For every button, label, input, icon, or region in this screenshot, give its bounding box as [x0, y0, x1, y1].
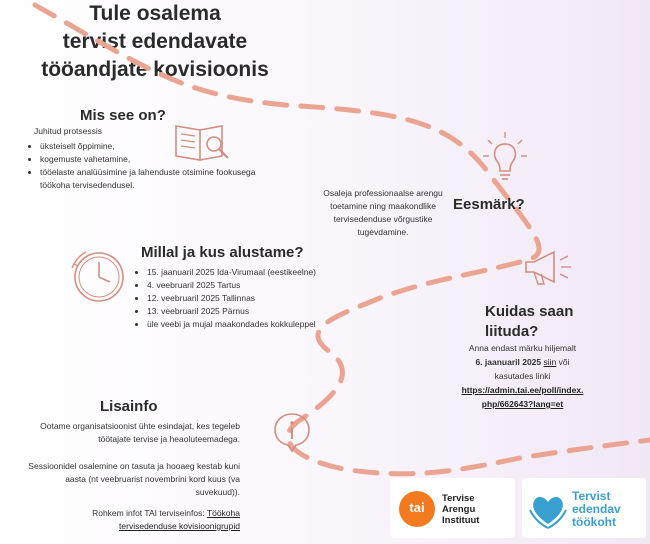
millal-list — [133, 266, 322, 331]
tt-logo-text: Tervist edendav töökoht — [572, 489, 621, 529]
tai-logo: tai Tervise Arengu Instituut — [390, 478, 515, 538]
millal-heading: Millal ja kus alustame? — [141, 244, 304, 261]
list-item: • 12. veebruaril 2025 Tallinnas — [147, 292, 322, 305]
page-title: Tule osalema tervist edendavate tööandjate kovisioonis — [41, 2, 269, 81]
list-item: • üle veebi ja mujal maakondades kokkuleppel — [147, 318, 322, 331]
lisainfo-heading: Lisainfo — [100, 398, 158, 415]
tai-logo-text: Tervise Arengu Instituut — [442, 493, 480, 526]
eesmark-text: Osaleja professionaalse arengu toetamine ning maakondlike tervisedenduse võrgustike tugevdamine. — [323, 188, 443, 237]
book-magnifier-icon — [172, 118, 232, 166]
info-icon — [270, 410, 314, 454]
list-item: • 15. jaanuaril 2025 Ida-Virumaal (eestikeelne) — [147, 266, 322, 279]
list-item: • 13. veebruaril 2025 Pärnus — [147, 305, 322, 318]
heart-hands-icon — [528, 488, 568, 530]
mis-intro: Juhitud protsessis — [34, 126, 103, 136]
mis-heading: Mis see on? — [80, 107, 166, 124]
kuidas-heading: Kuidas saan liituda? — [485, 303, 574, 340]
megaphone-icon — [520, 244, 576, 290]
kovisioon-info-link[interactable]: Töökoha tervisedenduse kovisioonigrupid — [119, 508, 240, 531]
list-item: • tööelaste analüüsimine ja lahenduste otsimine fookusega töökoha tervisedendusel. — [40, 166, 280, 192]
clock-icon — [66, 244, 132, 310]
lisainfo-p3: Rohkem infot TAI terviseinfos: Töökoha tervisedenduse kovisioonigrupid — [92, 508, 240, 531]
here-link[interactable]: siin — [543, 357, 557, 367]
list-item: • üksteiselt õppimine, — [40, 140, 280, 153]
kuidas-date: 6. jaanuaril 2025 — [475, 357, 542, 367]
list-item: • kogemuste vahetamine, — [40, 153, 280, 166]
lightbulb-icon — [480, 130, 530, 186]
kuidas-text: Anna endast märku hiljemalt 6. jaanuaril 2025 siin või kasutades linki https://admin.tai.ee/poll/index. php/662643?lang=et — [425, 341, 620, 411]
list-item: • 4. veebruaril 2025 Tartus — [147, 279, 322, 292]
registration-link[interactable]: https://admin.tai.ee/poll/index. php/662643?lang=et — [461, 385, 584, 409]
lisainfo-p2: Sessioonidel osalemine on tasuta ja hooaeg kestab kuni aasta (nt veebruarist novembrini kord kuus (va suvekuud)). — [28, 461, 240, 497]
mis-list — [26, 140, 280, 192]
tervist-edendav-tookoht-logo — [522, 478, 646, 538]
eesmark-heading: Eesmärk? — [453, 196, 525, 213]
lisainfo-p1: Ootame organisatsioonist ühte esindajat, kes tegeleb töötajate tervise ja heaoluteemadega. — [40, 421, 240, 444]
